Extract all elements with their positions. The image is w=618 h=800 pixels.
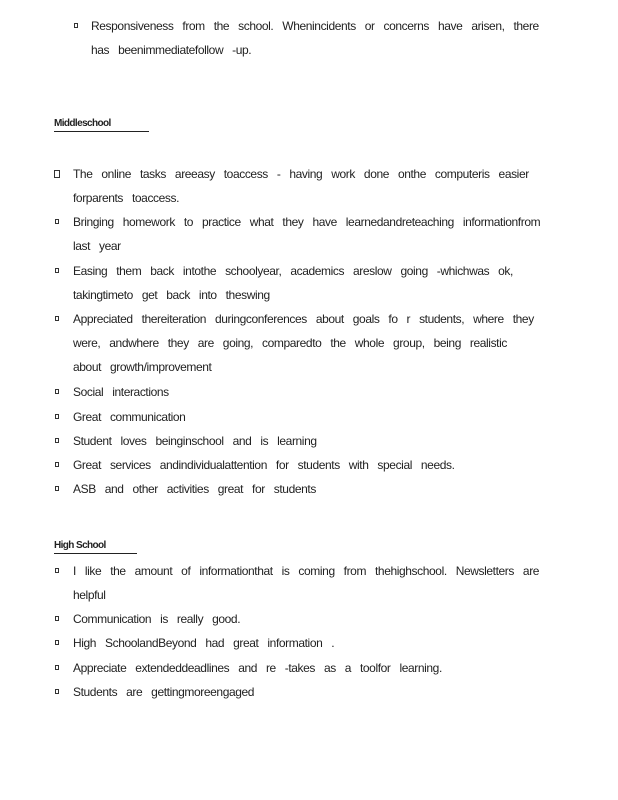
list-item-text: Students are gettingmoreengaged [73, 685, 255, 699]
bullet-icon [55, 438, 59, 443]
list-item-text: High SchoolandBeyond had great information . [73, 636, 335, 650]
bullet-icon [55, 640, 59, 645]
list-item-text: The online tasks areeasy toaccess - having work done onthe computeris easier forparents toaccess. [73, 167, 529, 205]
list-item-text: Great services andindividualattention for students with special needs. [73, 458, 455, 472]
bullet-icon [55, 486, 59, 491]
list-item-text: Social interactions [73, 385, 169, 399]
list-item-text: Communication is really good. [73, 612, 241, 626]
list-item-text: Easing them back intothe schoolyear, academics areslow going -whichwas ok, takingtimeto get back into theswing [73, 264, 513, 302]
section-heading-high-school: High School [54, 540, 110, 551]
bullet-icon [55, 616, 59, 621]
bullet-icon [55, 568, 59, 573]
bullet-icon [55, 414, 59, 419]
list-item-text: Responsiveness from the school. Whenincidents or concerns have arisen, there has beenimmediatefollow -up. [91, 19, 539, 57]
list-item-text: Appreciated thereiteration duringconferences about goals fo r students, where they were, andwhere they are going, comparedto the whole group, being realistic about growth/improvement [73, 312, 534, 374]
list-item-text: ASB and other activities great for students [73, 482, 316, 496]
bullet-icon [54, 170, 60, 178]
bullet-icon [55, 316, 59, 321]
bullet-icon [55, 268, 59, 273]
section-heading-middle-school: Middleschool [54, 118, 115, 129]
bullet-icon [55, 689, 59, 694]
bullet-icon [55, 665, 59, 670]
bullet-icon [55, 219, 59, 224]
bullet-icon [55, 462, 59, 467]
bullet-icon [55, 389, 59, 394]
bullet-icon [74, 23, 78, 28]
list-item-text: I like the amount of informationthat is coming from thehighschool. Newsletters are helpful [73, 564, 540, 602]
list-item-text: Student loves beinginschool and is learning [73, 434, 317, 448]
list-item-text: Appreciate extendeddeadlines and re -takes as a toolfor learning. [73, 661, 442, 675]
list-item-text: Great communication [73, 410, 186, 424]
list-item-text: Bringing homework to practice what they have learnedandreteaching informationfrom last year [73, 215, 541, 253]
